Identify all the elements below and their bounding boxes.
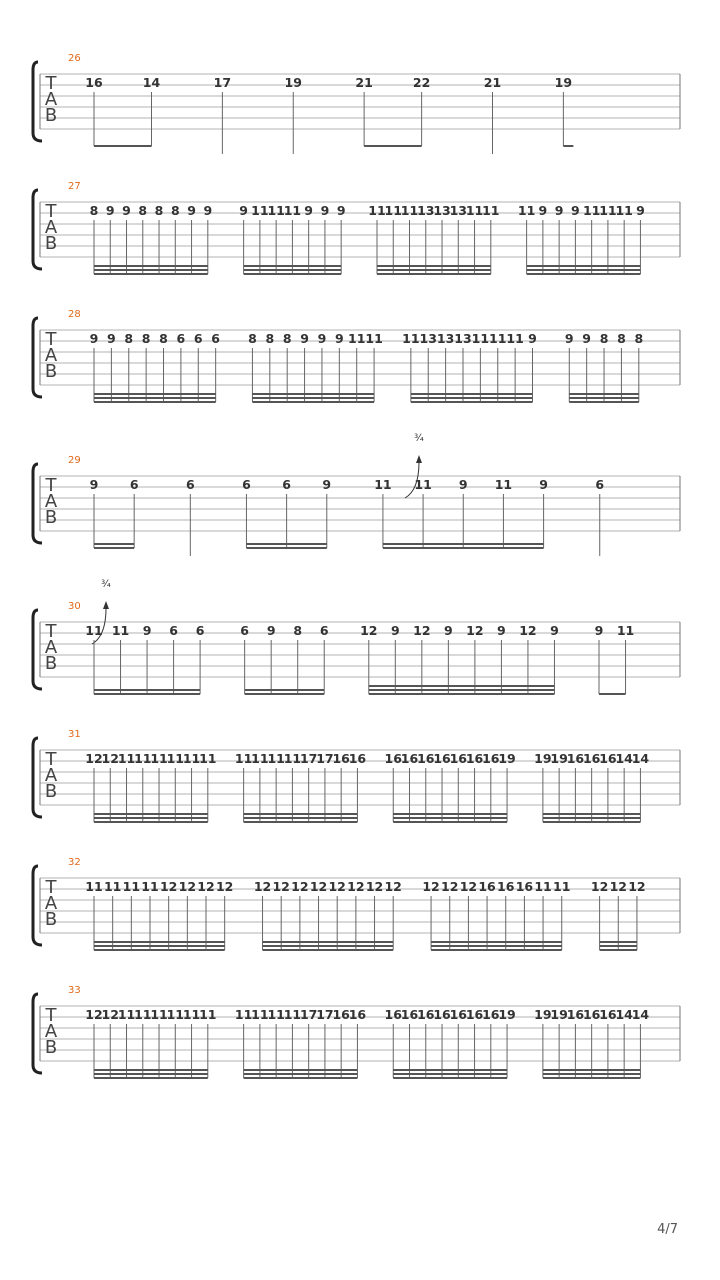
fret-number: 6 xyxy=(242,477,251,492)
fret-number: 9 xyxy=(203,203,213,218)
fret-number: 16 xyxy=(566,751,585,766)
fret-number: 8 xyxy=(138,203,148,218)
fret-number: 11 xyxy=(374,477,392,492)
fret-number: 11 xyxy=(251,1007,269,1022)
fret-number: 12 xyxy=(272,879,290,894)
fret-number: 12 xyxy=(178,879,197,894)
fret-number: 9 xyxy=(554,203,564,218)
fret-number: 11 xyxy=(85,879,103,894)
fret-number: 11 xyxy=(199,1007,217,1022)
fret-number: 12 xyxy=(628,879,646,894)
measure-number: 29 xyxy=(68,455,81,466)
fret-number: 9 xyxy=(304,203,314,218)
fret-number: 16 xyxy=(582,1007,601,1022)
tab-clef-letter: A xyxy=(44,491,58,512)
fret-number: 9 xyxy=(582,331,592,346)
fret-number: 6 xyxy=(185,477,195,492)
fret-number: 9 xyxy=(239,203,248,218)
fret-number: 13 xyxy=(417,203,435,218)
fret-number: 11 xyxy=(117,751,136,766)
fret-number: 21 xyxy=(483,75,502,90)
fret-number: 16 xyxy=(449,751,467,766)
fret-number: 14 xyxy=(631,751,650,766)
fret-number: 17 xyxy=(316,751,334,766)
tab-clef-letter: T xyxy=(45,201,57,222)
fret-number: 6 xyxy=(595,477,605,492)
fret-number: 11 xyxy=(534,879,552,894)
fret-number: 8 xyxy=(282,331,292,346)
fret-number: 19 xyxy=(498,1007,516,1022)
fret-number: 16 xyxy=(417,1007,435,1022)
fret-number: 16 xyxy=(599,1007,617,1022)
tab-clef-letter: T xyxy=(45,749,57,770)
fret-number: 8 xyxy=(293,623,303,638)
fret-number: 12 xyxy=(609,879,627,894)
measure-number: 30 xyxy=(68,601,81,612)
fret-number: 12 xyxy=(309,879,328,894)
fret-number: 8 xyxy=(89,203,99,218)
fret-number: 9 xyxy=(594,623,604,638)
fret-number: 8 xyxy=(159,331,168,346)
fret-number: 9 xyxy=(571,203,580,218)
fret-number: 16 xyxy=(566,1007,585,1022)
fret-number: 21 xyxy=(355,75,373,90)
fret-number: 13 xyxy=(433,203,451,218)
fret-number: 9 xyxy=(107,331,116,346)
fret-number: 16 xyxy=(465,751,484,766)
fret-number: 11 xyxy=(85,623,103,638)
fret-number: 12 xyxy=(253,879,272,894)
page-number: 4/7 xyxy=(657,1222,678,1237)
fret-number: 9 xyxy=(334,331,344,346)
fret-number: 11 xyxy=(111,623,130,638)
fret-number: 9 xyxy=(444,623,453,638)
fret-number: 16 xyxy=(482,1007,500,1022)
tab-clef-letter: A xyxy=(44,765,58,786)
fret-number: 11 xyxy=(517,203,536,218)
fret-number: 8 xyxy=(170,203,180,218)
tab-clef-letter: A xyxy=(44,345,58,366)
measure-number: 26 xyxy=(68,53,81,64)
tab-clef-letter: B xyxy=(44,781,58,802)
fret-number: 16 xyxy=(582,751,601,766)
fret-number: 11 xyxy=(182,1007,201,1022)
fret-number: 11 xyxy=(506,331,524,346)
fret-number: 11 xyxy=(582,203,601,218)
fret-number: 11 xyxy=(199,751,217,766)
fret-number: 14 xyxy=(142,75,161,90)
fret-number: 12 xyxy=(384,879,402,894)
fret-number: 12 xyxy=(101,1007,119,1022)
fret-number: 9 xyxy=(528,331,537,346)
fret-number: 19 xyxy=(554,75,573,90)
fret-number: 16 xyxy=(478,879,496,894)
fret-number: 11 xyxy=(283,751,302,766)
fret-number: 16 xyxy=(384,1007,402,1022)
bend-arrow-head xyxy=(103,601,109,609)
fret-number: 11 xyxy=(166,751,184,766)
fret-number: 12 xyxy=(291,879,309,894)
fret-number: 11 xyxy=(117,1007,136,1022)
fret-number: 8 xyxy=(617,331,626,346)
fret-number: 9 xyxy=(458,477,468,492)
measure-number: 27 xyxy=(68,181,81,192)
fret-number: 9 xyxy=(336,203,346,218)
fret-number: 11 xyxy=(267,203,285,218)
fret-number: 11 xyxy=(368,203,386,218)
fret-number: 9 xyxy=(142,623,152,638)
fret-number: 8 xyxy=(265,331,275,346)
tab-clef-letter: B xyxy=(44,653,58,674)
fret-number: 6 xyxy=(129,477,139,492)
fret-number: 11 xyxy=(251,751,269,766)
fret-number: 12 xyxy=(85,751,103,766)
fret-number: 16 xyxy=(400,751,419,766)
fret-number: 19 xyxy=(550,751,568,766)
fret-number: 16 xyxy=(465,1007,484,1022)
fret-number: 16 xyxy=(85,75,103,90)
bend-arrow-head xyxy=(416,455,422,463)
fret-number: 16 xyxy=(348,1007,367,1022)
fret-number: 9 xyxy=(538,203,548,218)
fret-number: 9 xyxy=(550,623,559,638)
measure-number: 31 xyxy=(68,729,81,740)
fret-number: 11 xyxy=(150,1007,168,1022)
fret-number: 14 xyxy=(631,1007,650,1022)
fret-number: 16 xyxy=(433,1007,451,1022)
fret-number: 11 xyxy=(616,623,635,638)
fret-number: 11 xyxy=(384,203,402,218)
tab-clef-letter: T xyxy=(45,329,57,350)
fret-number: 17 xyxy=(316,1007,334,1022)
fret-number: 17 xyxy=(213,75,232,90)
fret-number: 11 xyxy=(365,331,383,346)
fret-number: 6 xyxy=(169,623,178,638)
fret-number: 9 xyxy=(497,623,506,638)
fret-number: 12 xyxy=(422,879,440,894)
fret-number: 16 xyxy=(449,1007,467,1022)
measure-number: 33 xyxy=(68,985,81,996)
fret-number: 13 xyxy=(454,331,472,346)
fret-number: 16 xyxy=(332,751,350,766)
fret-number: 11 xyxy=(615,203,633,218)
fret-number: 11 xyxy=(414,477,432,492)
fret-number: 12 xyxy=(590,879,609,894)
fret-number: 11 xyxy=(150,751,168,766)
fret-number: 9 xyxy=(322,477,332,492)
tab-clef-letter: T xyxy=(45,877,57,898)
fret-number: 11 xyxy=(141,879,159,894)
fret-number: 16 xyxy=(348,751,367,766)
fret-number: 11 xyxy=(283,203,302,218)
fret-number: 16 xyxy=(417,751,435,766)
fret-number: 11 xyxy=(599,203,617,218)
fret-number: 11 xyxy=(267,751,285,766)
fret-number: 11 xyxy=(182,751,201,766)
fret-number: 12 xyxy=(441,879,459,894)
fret-number: 13 xyxy=(449,203,467,218)
fret-number: 11 xyxy=(494,477,513,492)
fret-number: 16 xyxy=(497,879,515,894)
fret-number: 9 xyxy=(89,331,99,346)
fret-number: 17 xyxy=(299,751,318,766)
tab-clef-letter: B xyxy=(44,105,58,126)
fret-number: 16 xyxy=(384,751,402,766)
tab-clef-letter: T xyxy=(45,1005,57,1026)
fret-number: 8 xyxy=(141,331,151,346)
fret-number: 19 xyxy=(550,1007,568,1022)
fret-number: 8 xyxy=(634,331,644,346)
tab-clef-letter: A xyxy=(44,89,58,110)
fret-number: 11 xyxy=(465,203,484,218)
fret-number: 9 xyxy=(122,203,131,218)
fret-number: 12 xyxy=(347,879,365,894)
tab-clef-letter: B xyxy=(44,1037,58,1058)
measure-number: 32 xyxy=(68,857,81,868)
fret-number: 11 xyxy=(348,331,366,346)
fret-number: 6 xyxy=(240,623,250,638)
fret-number: 11 xyxy=(134,751,152,766)
fret-number: 8 xyxy=(248,331,257,346)
fret-number: 19 xyxy=(284,75,302,90)
fret-number: 9 xyxy=(89,477,99,492)
fret-number: 12 xyxy=(519,623,537,638)
tab-clef-letter: A xyxy=(44,637,58,658)
fret-number: 16 xyxy=(599,751,617,766)
fret-number: 11 xyxy=(283,1007,302,1022)
tab-clef-letter: B xyxy=(44,909,58,930)
fret-number: 12 xyxy=(101,751,119,766)
fret-number: 6 xyxy=(193,331,203,346)
measure-number: 28 xyxy=(68,309,81,320)
fret-number: 11 xyxy=(400,203,419,218)
tab-clef-letter: A xyxy=(44,893,58,914)
fret-number: 6 xyxy=(195,623,205,638)
tab-clef-letter: T xyxy=(45,621,57,642)
tab-clef-letter: A xyxy=(44,217,58,238)
fret-number: 9 xyxy=(300,331,309,346)
fret-number: 6 xyxy=(211,331,221,346)
bend-amount-label: ¾ xyxy=(414,433,424,444)
fret-number: 11 xyxy=(251,203,269,218)
fret-number: 16 xyxy=(515,879,534,894)
fret-number: 11 xyxy=(122,879,141,894)
fret-number: 11 xyxy=(166,1007,184,1022)
fret-number: 12 xyxy=(159,879,178,894)
fret-number: 11 xyxy=(402,331,420,346)
tab-clef-letter: B xyxy=(44,507,58,528)
fret-number: 8 xyxy=(154,203,164,218)
fret-number: 19 xyxy=(534,1007,552,1022)
fret-number: 11 xyxy=(267,1007,285,1022)
fret-number: 16 xyxy=(400,1007,419,1022)
fret-number: 9 xyxy=(564,331,574,346)
fret-number: 12 xyxy=(459,879,478,894)
fret-number: 13 xyxy=(436,331,455,346)
fret-number: 9 xyxy=(390,623,400,638)
tab-clef-letter: T xyxy=(45,475,57,496)
fret-number: 12 xyxy=(197,879,215,894)
fret-number: 16 xyxy=(433,751,451,766)
fret-number: 11 xyxy=(471,331,490,346)
fret-number: 11 xyxy=(489,331,507,346)
fret-number: 14 xyxy=(615,1007,633,1022)
fret-number: 17 xyxy=(299,1007,318,1022)
fret-number: 6 xyxy=(176,331,186,346)
fret-number: 9 xyxy=(266,623,276,638)
tab-clef-letter: B xyxy=(44,233,58,254)
fret-number: 11 xyxy=(103,879,122,894)
fret-number: 11 xyxy=(553,879,571,894)
fret-number: 12 xyxy=(360,623,378,638)
fret-number: 11 xyxy=(234,1007,253,1022)
fret-number: 6 xyxy=(282,477,291,492)
fret-number: 11 xyxy=(134,1007,152,1022)
fret-number: 16 xyxy=(332,1007,350,1022)
fret-number: 8 xyxy=(124,331,134,346)
fret-number: 12 xyxy=(215,879,234,894)
fret-number: 9 xyxy=(317,331,327,346)
fret-number: 12 xyxy=(365,879,384,894)
fret-number: 19 xyxy=(534,751,552,766)
fret-number: 14 xyxy=(615,751,633,766)
tab-clef-letter: B xyxy=(44,361,58,382)
fret-number: 9 xyxy=(105,203,115,218)
fret-number: 8 xyxy=(599,331,609,346)
bend-amount-label: ¾ xyxy=(101,579,111,590)
tab-clef-letter: A xyxy=(44,1021,58,1042)
fret-number: 12 xyxy=(466,623,484,638)
fret-number: 12 xyxy=(413,623,431,638)
tab-clef-letter: T xyxy=(45,73,57,94)
fret-number: 9 xyxy=(187,203,196,218)
fret-number: 9 xyxy=(636,203,645,218)
fret-number: 9 xyxy=(320,203,330,218)
fret-number: 19 xyxy=(498,751,516,766)
fret-number: 6 xyxy=(319,623,329,638)
fret-number: 11 xyxy=(234,751,253,766)
fret-number: 13 xyxy=(419,331,437,346)
fret-number: 12 xyxy=(328,879,346,894)
fret-number: 16 xyxy=(482,751,500,766)
fret-number: 22 xyxy=(412,75,431,90)
fret-number: 9 xyxy=(539,477,548,492)
fret-number: 11 xyxy=(482,203,500,218)
fret-number: 12 xyxy=(85,1007,103,1022)
